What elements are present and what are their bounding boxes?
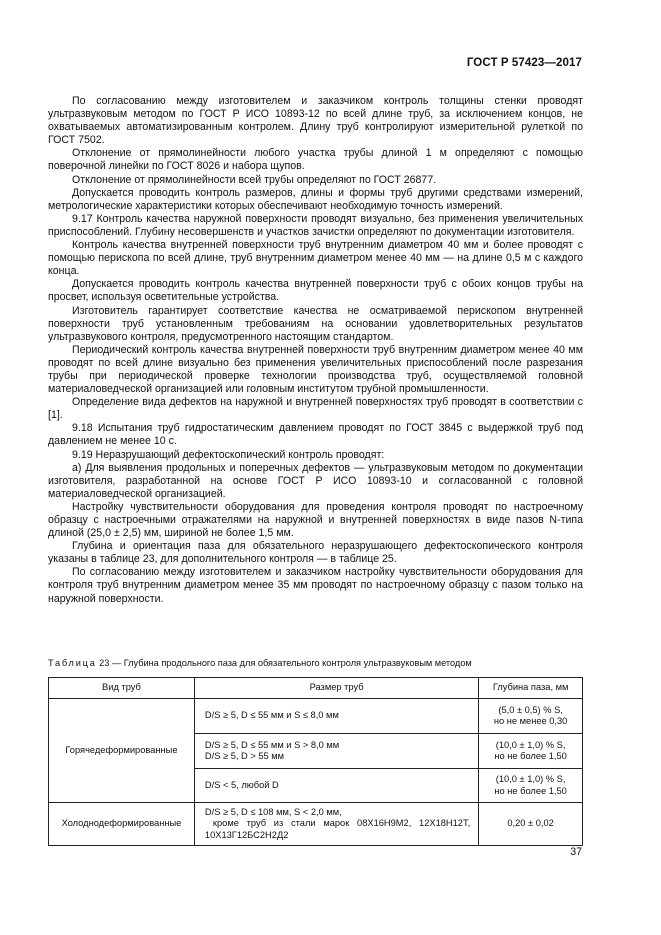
header-pipe-size: Размер труб <box>194 678 478 699</box>
depth-cell <box>479 734 583 769</box>
depth-line: (5,0 ± 0,5) % S, <box>498 704 563 715</box>
paragraph: 9.19 Неразрушающий дефектоскопический контроль проводят: <box>72 448 385 461</box>
size-cell <box>194 699 478 734</box>
header-groove-depth: Глубина паза, мм <box>479 678 583 699</box>
paragraph: По согласованию между изготовителем и заказчиком настройку чувствительности оборудования для контроля труб внутренним диаметром менее 35 мм проводят по настроечному образцу с пазом только на наружной поверхности. <box>48 566 583 605</box>
paragraph: Допускается проводить контроль качества внутренней поверхности труб с обоих концов трубы на просвет, используя осветительные устройства. <box>48 278 583 304</box>
document-code-header: ГОСТ Р 57423—2017 <box>466 57 582 69</box>
header-pipe-type: Вид труб <box>49 678 195 699</box>
depth-line: (10,0 ± 1,0) % S, <box>495 739 566 750</box>
table-caption-text: 23 — Глубина продольного паза для обязательного контроля ультразвуковым методом <box>96 658 472 668</box>
paragraph: а) Для выявления продольных и поперечных дефектов — ультразвуковым методом по документации изготовителя, разработанной на основе ГОСТ Р ИСО 10893-10 и согласованной с головной материаловедческой организацией. <box>48 461 583 500</box>
body-text <box>48 95 583 606</box>
paragraph: Отклонение от прямолинейности всей трубы определяют по ГОСТ 26877. <box>72 173 437 186</box>
size-cell <box>194 803 478 846</box>
table-caption-word: Таблица <box>48 658 97 668</box>
page-number: 37 <box>570 846 582 858</box>
depth-cell <box>479 769 583 803</box>
paragraph: Настройку чувствительности оборудования для проведения контроля проводят по настроечному образцу с настроечными отражателями на наружной и внутренней поверхностях в виде пазов N-типа длиной (25,0 ± 2,5) мм, шириной не более 1,5 мм. <box>48 500 583 540</box>
paragraph: Изготовитель гарантирует соответствие качества не осматриваемой перископом внутренней поверхности труб установленным требованиям на основании удовлетворительных результатов ультразвукового контроля, предусмотренного настоящим стандартом. <box>48 304 583 343</box>
paragraph: Периодический контроль качества внутренней поверхности труб внутренним диаметром менее 40 мм проводят по всей длине визуально без применения увеличительных приспособлений после разрезания трубы при периодической проверке технологии производства труб, осуществляемой головной материаловедческой организацией или головным институтом трубной промышленности. <box>48 343 583 396</box>
size-line: кроме труб из стали марок 08Х16Н9М2, 12Х18Н12Т, <box>212 818 471 829</box>
size-line: D/S ≥ 5, D ≤ 55 мм и S > 8,0 мм <box>204 739 340 750</box>
paragraph: Определение вида дефектов на наружной и внутренней поверхностях труб проводят в соответствии с [1]. <box>48 396 583 422</box>
groove-depth-table <box>48 677 583 846</box>
paragraph: Глубина и ориентация паза для обязательного неразрушающего дефектоскопического контроля указаны в таблице 23, для дополнительного контроля — в таблице 25. <box>48 540 583 566</box>
pipe-type-cell: Горячедеформированные <box>49 699 195 803</box>
size-line: 10Х13Г12БС2Н2Д2 <box>204 829 289 840</box>
pipe-type-cell: Холоднодеформированные <box>49 803 195 846</box>
depth-line: но не менее 0,30 <box>493 716 568 726</box>
paragraph: 9.18 Испытания труб гидростатическим давлением проводят по ГОСТ 3845 с выдержкой труб под давлением не менее 10 с. <box>48 422 583 448</box>
table-row <box>49 803 583 846</box>
size-line: D/S < 5, любой D <box>204 779 279 790</box>
paragraph: Контроль качества внутренней поверхности труб внутренним диаметром 40 мм и более проводят с помощью перископа по всей длине, труб внутренним диаметром менее 40 мм — на длине 0,5 м с каждого конца. <box>48 239 583 278</box>
depth-cell <box>479 699 583 734</box>
table-row <box>49 699 583 734</box>
size-cell <box>194 769 478 803</box>
size-line: D/S ≥ 5, D ≤ 108 мм, S < 2,0 мм, <box>204 806 342 817</box>
depth-line: но не более 1,50 <box>494 751 567 761</box>
size-cell <box>194 734 478 769</box>
paragraph: По согласованию между изготовителем и заказчиком контроль толщины стенки проводят ультразвуковым методом по ГОСТ Р ИСО 10893-12 по всей длине труб, за исключением концов, не охватываемых автоматизированным контролем. Длину труб контролируют измерительной рулеткой по ГОСТ 7502. <box>48 95 583 147</box>
size-line: D/S ≥ 5, D ≤ 55 мм и S ≤ 8,0 мм <box>204 710 339 721</box>
table-header-row <box>49 678 583 699</box>
size-line: D/S ≥ 5, D > 55 мм <box>204 751 285 761</box>
depth-cell: 0,20 ± 0,02 <box>479 803 583 846</box>
table-caption <box>48 658 608 668</box>
depth-line: (10,0 ± 1,0) % S, <box>495 774 566 785</box>
paragraph: 9.17 Контроль качества наружной поверхности проводят визуально, без применения увеличительных приспособлений. Глубину несовершенств и участков зачистки определяют по документации изготовителя. <box>48 212 583 238</box>
depth-line: но не более 1,50 <box>494 785 567 796</box>
paragraph: Допускается проводить контроль размеров, длины и формы труб другими средствами измерений, метрологические характеристики которых обеспечивают необходимую точность измерений. <box>48 186 583 212</box>
paragraph: Отклонение от прямолинейности любого участка трубы длиной 1 м определяют с помощью поверочной линейки по ГОСТ 8026 и набора щупов. <box>48 147 583 173</box>
